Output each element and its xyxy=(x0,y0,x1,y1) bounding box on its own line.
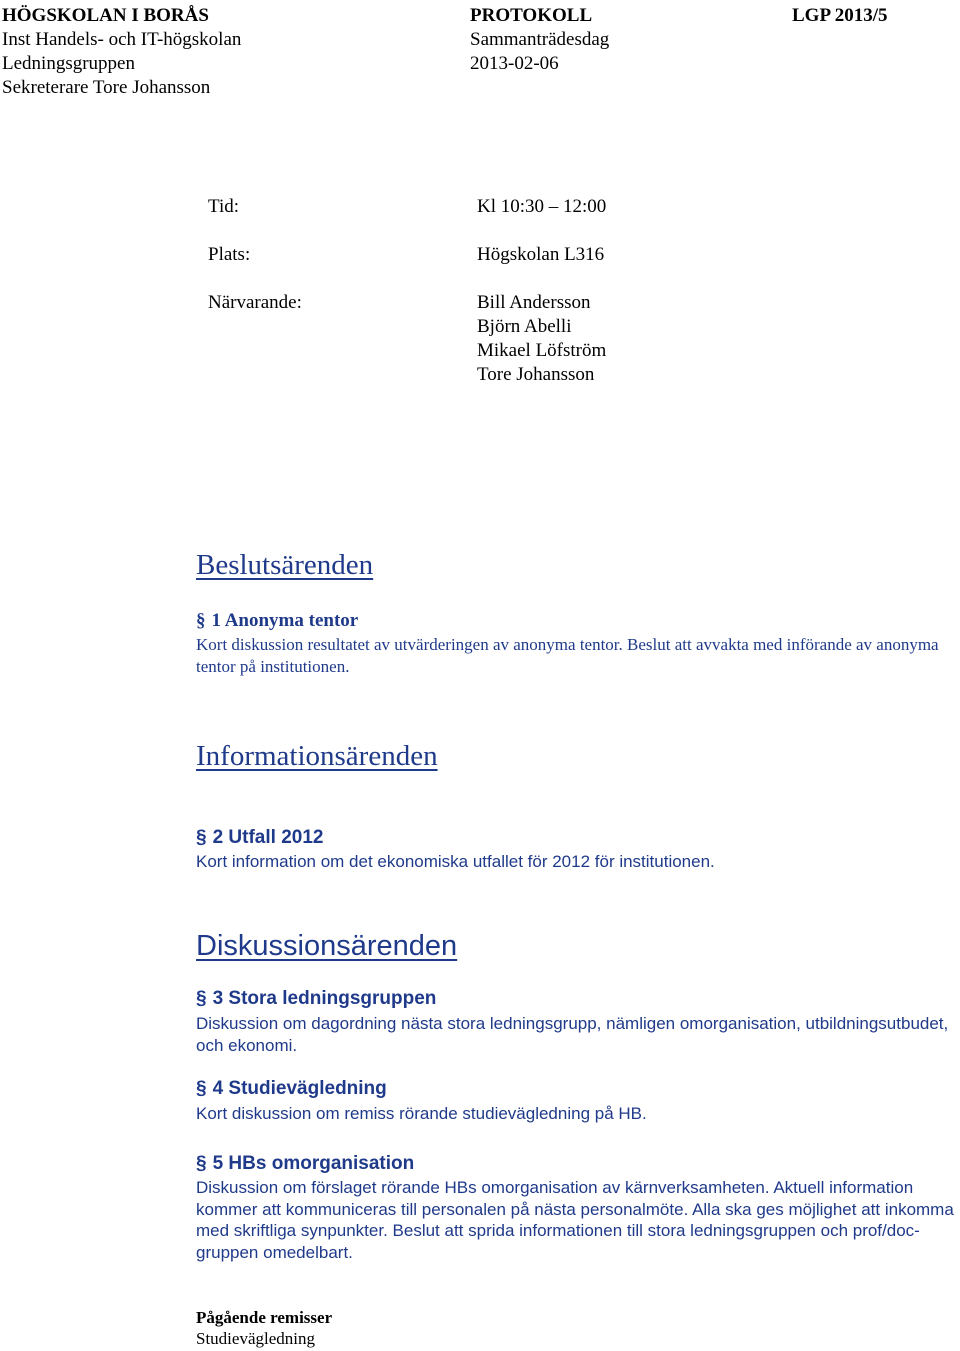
item-heading xyxy=(196,1152,414,1176)
section-title-discussion: Diskussionsärenden xyxy=(196,930,458,962)
meeting-date: 2013-02-06 xyxy=(470,53,559,74)
item-heading xyxy=(196,1077,387,1101)
section-sign: § xyxy=(196,988,207,1009)
pending-item: Studievägledning xyxy=(196,1329,315,1348)
item-body: Kort information om det ekonomiska utfallet för 2012 för institutionen. xyxy=(196,852,715,871)
place-value: Högskolan L316 xyxy=(477,244,605,265)
section-title-info: Informationsärenden xyxy=(196,740,438,772)
place-label: Plats: xyxy=(208,244,251,265)
attendee: Mikael Löfström xyxy=(477,340,607,361)
time-value: Kl 10:30 – 12:00 xyxy=(477,196,607,217)
group-name: Ledningsgruppen xyxy=(2,53,135,74)
section-sign: § xyxy=(196,1078,207,1099)
section-title-decisions: Beslutsärenden xyxy=(196,549,374,581)
item-title: 5 HBs omorganisation xyxy=(212,1153,415,1174)
department: Inst Handels- och IT-högskolan xyxy=(2,29,242,50)
section-sign: § xyxy=(196,1153,207,1174)
item-title: 2 Utfall 2012 xyxy=(212,827,324,848)
doc-type: PROTOKOLL xyxy=(470,5,593,26)
section-sign: § xyxy=(196,827,207,848)
pending-title: Pågående remisser xyxy=(196,1308,333,1327)
org-name: HÖGSKOLAN I BORÅS xyxy=(2,5,209,26)
item-body: Diskussion om förslaget rörande HBs omorganisation av kärnverksamheten. Aktuell information kommer att kommuniceras till personalen på nästa personalmöte. Alla ska ges möjlighet att inkomma med skriftliga synpunkter. Beslut att sprida informationen till stora ledningsgruppen och prof/doc-gruppen omedelbart. xyxy=(196,1178,954,1262)
section-sign: § xyxy=(196,610,206,631)
present-label: Närvarande: xyxy=(208,292,302,313)
item-heading xyxy=(196,826,323,850)
item-title: 3 Stora ledningsgruppen xyxy=(212,988,437,1009)
protocol-ref: LGP 2013/5 xyxy=(792,5,888,26)
item-title: 1 Anonyma tentor xyxy=(211,610,359,631)
item-title: 4 Studievägledning xyxy=(212,1078,387,1099)
attendee: Tore Johansson xyxy=(477,364,595,385)
item-heading xyxy=(196,987,436,1011)
attendee: Bill Andersson xyxy=(477,292,591,313)
item-body: Kort diskussion om remiss rörande studievägledning på HB. xyxy=(196,1104,647,1123)
item-body: Kort diskussion resultatet av utvärderingen av anonyma tentor. Beslut att avvakta med införande av anonyma tentor på institutionen. xyxy=(196,635,939,676)
meeting-label: Sammanträdesdag xyxy=(470,29,610,50)
attendee: Björn Abelli xyxy=(477,316,572,337)
time-label: Tid: xyxy=(208,196,239,217)
item-heading xyxy=(196,609,358,633)
item-body: Diskussion om dagordning nästa stora ledningsgrupp, nämligen omorganisation, utbildningsutbudet, och ekonomi. xyxy=(196,1014,949,1055)
secretary: Sekreterare Tore Johansson xyxy=(2,77,211,98)
